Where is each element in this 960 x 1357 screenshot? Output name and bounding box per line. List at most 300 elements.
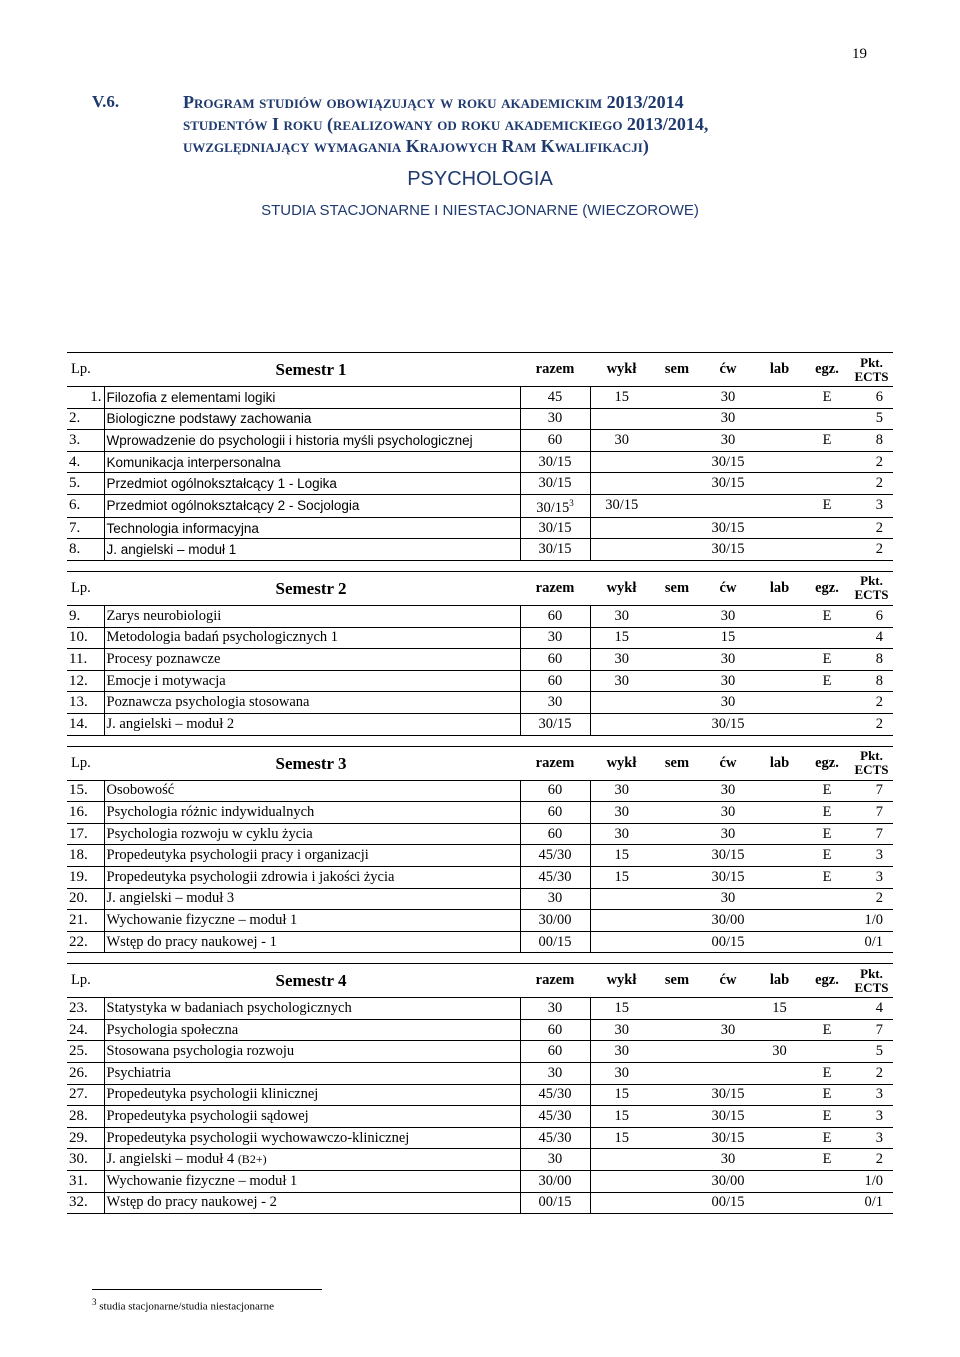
course-sem <box>653 1192 701 1214</box>
course-egz: E <box>804 494 850 517</box>
course-cw: 30/15 <box>701 713 755 735</box>
course-razem-value: 60 <box>547 1043 563 1060</box>
course-row <box>67 517 893 539</box>
course-egz <box>804 539 850 561</box>
course-sem <box>653 823 701 845</box>
course-razem-value: 60 <box>547 1021 563 1038</box>
course-ects: 2 <box>850 692 893 714</box>
course-razem-value: 60 <box>547 782 563 799</box>
course-egz: E <box>804 649 850 671</box>
course-egz <box>804 473 850 495</box>
course-razem-value: 30 <box>547 1064 563 1081</box>
course-egz: E <box>804 1149 850 1171</box>
course-row <box>67 931 893 953</box>
course-ects: 2 <box>850 539 893 561</box>
course-egz: E <box>804 605 850 627</box>
column-header-egz: egz. <box>804 746 850 780</box>
course-name <box>104 430 520 452</box>
course-sem <box>653 1019 701 1041</box>
course-sem <box>653 627 701 649</box>
course-sem <box>653 387 701 409</box>
course-name <box>104 408 520 430</box>
course-ects: 2 <box>850 1063 893 1085</box>
course-lp: 14. <box>67 713 104 735</box>
course-name <box>104 823 520 845</box>
course-razem-value: 60 <box>547 431 563 448</box>
course-lab <box>755 823 804 845</box>
course-ects: 8 <box>850 649 893 671</box>
course-name <box>104 998 520 1020</box>
course-row <box>67 649 893 671</box>
course-razem <box>520 1171 590 1193</box>
course-razem <box>520 998 590 1020</box>
curriculum-table <box>67 352 893 1214</box>
semester-title: Semestr 4 <box>104 964 520 998</box>
course-razem <box>520 1063 590 1085</box>
course-lp: 17. <box>67 823 104 845</box>
course-name-text: Statystyka w badaniach psychologicznych <box>106 1000 352 1017</box>
course-egz <box>804 713 850 735</box>
column-header-sem: sem <box>653 746 701 780</box>
course-lp: 22. <box>67 931 104 953</box>
course-razem-value: 60 <box>547 825 563 842</box>
course-razem-value: 30 <box>547 629 563 646</box>
column-header-razem: razem <box>520 353 590 387</box>
course-razem-value: 30/15 <box>538 541 572 558</box>
column-header-razem: razem <box>520 746 590 780</box>
course-razem <box>520 845 590 867</box>
course-egz: E <box>804 823 850 845</box>
course-lp: 8. <box>67 539 104 561</box>
course-wykl: 15 <box>590 387 653 409</box>
course-lp: 19. <box>67 866 104 888</box>
course-name <box>104 888 520 910</box>
course-row <box>67 998 893 1020</box>
column-header-ects-line1: Pkt. <box>860 573 883 589</box>
course-row <box>67 539 893 561</box>
course-name-text: Przedmiot ogólnokształcący 2 - Socjologia <box>106 498 360 514</box>
course-egz: E <box>804 1127 850 1149</box>
course-razem <box>520 517 590 539</box>
column-header-lp: Lp. <box>67 571 104 605</box>
course-row <box>67 1171 893 1193</box>
title-line-2: studentów I roku (realizowany od roku akademickiego 2013/2014, <box>183 114 709 134</box>
column-header-ects-line1: Pkt. <box>860 354 883 370</box>
course-wykl: 30 <box>590 802 653 824</box>
course-name <box>104 713 520 735</box>
column-header-ects-line2: ECTS <box>854 368 889 384</box>
course-egz: E <box>804 845 850 867</box>
course-lp: 10. <box>67 627 104 649</box>
course-name-text: Psychiatria <box>106 1064 171 1081</box>
course-lab <box>755 517 804 539</box>
course-wykl <box>590 888 653 910</box>
semester-title: Semestr 1 <box>104 353 520 387</box>
course-wykl <box>590 1192 653 1214</box>
column-header-wykl: wykł <box>590 571 653 605</box>
course-sem <box>653 430 701 452</box>
course-lp: 7. <box>67 517 104 539</box>
course-row <box>67 713 893 735</box>
footnote-text: studia stacjonarne/studia niestacjonarne <box>99 1300 274 1313</box>
course-cw: 00/15 <box>701 1192 755 1214</box>
course-sem <box>653 998 701 1020</box>
course-ects: 3 <box>850 845 893 867</box>
course-lab <box>755 670 804 692</box>
footnote-marker: 3 <box>92 1297 97 1307</box>
course-row <box>67 1063 893 1085</box>
course-ects: 7 <box>850 780 893 802</box>
course-cw: 30/15 <box>701 1106 755 1128</box>
course-name-text: J. angielski – moduł 1 <box>106 542 237 558</box>
course-wykl <box>590 408 653 430</box>
course-egz <box>804 1041 850 1063</box>
course-sem <box>653 494 701 517</box>
course-ects: 1/0 <box>850 910 893 932</box>
course-lab <box>755 1063 804 1085</box>
course-razem <box>520 1019 590 1041</box>
course-razem-value: 00/15 <box>538 933 572 950</box>
course-cw: 15 <box>701 627 755 649</box>
course-cw: 30 <box>701 1019 755 1041</box>
course-ects: 7 <box>850 802 893 824</box>
course-razem-value: 30 <box>547 1151 563 1168</box>
course-lp: 12. <box>67 670 104 692</box>
course-lp: 29. <box>67 1127 104 1149</box>
course-row <box>67 627 893 649</box>
course-razem <box>520 1127 590 1149</box>
course-sem <box>653 1171 701 1193</box>
column-header-lp: Lp. <box>67 964 104 998</box>
course-sem <box>653 1041 701 1063</box>
course-name-text: Technologia informacyjna <box>106 520 259 536</box>
course-name <box>104 494 520 517</box>
course-ects: 3 <box>850 1106 893 1128</box>
course-lp: 16. <box>67 802 104 824</box>
course-name <box>104 473 520 495</box>
semester-gap-cell <box>67 953 893 964</box>
course-level: (B2+) <box>237 1152 267 1167</box>
footnote-ref: 3 <box>569 497 574 508</box>
course-name <box>104 780 520 802</box>
course-name-text: Propedeutyka psychologii klinicznej <box>106 1086 319 1103</box>
course-razem-value: 30 <box>547 1000 563 1017</box>
semester-title: Semestr 3 <box>104 746 520 780</box>
course-lab <box>755 605 804 627</box>
course-lp: 24. <box>67 1019 104 1041</box>
course-egz: E <box>804 1063 850 1085</box>
course-razem <box>520 1192 590 1214</box>
course-wykl: 15 <box>590 1127 653 1149</box>
course-row <box>67 1192 893 1214</box>
semester-gap-cell <box>67 735 893 746</box>
course-name <box>104 845 520 867</box>
course-cw: 30/15 <box>701 451 755 473</box>
course-lp: 26. <box>67 1063 104 1085</box>
course-lp: 5. <box>67 473 104 495</box>
course-ects: 7 <box>850 823 893 845</box>
column-header-egz: egz. <box>804 571 850 605</box>
course-cw: 30 <box>701 1149 755 1171</box>
course-lp: 9. <box>67 605 104 627</box>
semester-gap <box>67 953 893 964</box>
course-row <box>67 1127 893 1149</box>
column-header-sem: sem <box>653 964 701 998</box>
course-wykl <box>590 451 653 473</box>
course-cw: 30 <box>701 605 755 627</box>
course-name <box>104 1149 520 1171</box>
course-sem <box>653 931 701 953</box>
course-razem <box>520 451 590 473</box>
column-header-sem: sem <box>653 353 701 387</box>
course-cw: 30/15 <box>701 539 755 561</box>
major-title: PSYCHOLOGIA <box>407 168 553 190</box>
course-row <box>67 866 893 888</box>
course-ects: 0/1 <box>850 1192 893 1214</box>
course-wykl: 15 <box>590 1084 653 1106</box>
course-name-text: J. angielski – moduł 3 <box>106 890 235 907</box>
course-razem <box>520 1041 590 1063</box>
course-wykl: 15 <box>590 998 653 1020</box>
course-lab <box>755 1084 804 1106</box>
course-name-text: J. angielski – moduł 4 <box>106 1151 235 1168</box>
course-razem-value: 30/15 <box>538 453 572 470</box>
course-razem-value: 30/00 <box>538 911 572 928</box>
course-lab <box>755 430 804 452</box>
course-cw: 30 <box>701 670 755 692</box>
course-name-text: Osobowość <box>106 782 175 799</box>
course-razem-value: 45/30 <box>538 1129 572 1146</box>
course-lab <box>755 494 804 517</box>
course-lp: 23. <box>67 998 104 1020</box>
course-name <box>104 605 520 627</box>
course-sem <box>653 473 701 495</box>
curriculum-body <box>67 353 893 1214</box>
course-lp: 25. <box>67 1041 104 1063</box>
course-lab <box>755 627 804 649</box>
course-lp: 11. <box>67 649 104 671</box>
course-wykl: 30 <box>590 430 653 452</box>
column-header-wykl: wykł <box>590 964 653 998</box>
course-egz: E <box>804 1106 850 1128</box>
course-razem <box>520 1149 590 1171</box>
course-name <box>104 1192 520 1214</box>
course-name-text: J. angielski – moduł 2 <box>106 715 235 732</box>
course-lp: 1. <box>67 387 104 409</box>
course-name-text: Stosowana psychologia rozwoju <box>106 1043 295 1060</box>
course-name-text: Emocje i motywacja <box>106 672 226 689</box>
course-row <box>67 451 893 473</box>
course-wykl <box>590 1149 653 1171</box>
title-line-1: Program studiów obowiązujący w roku akademickim 2013/2014 <box>183 92 684 112</box>
course-wykl: 15 <box>590 1106 653 1128</box>
course-razem-value: 30 <box>547 410 563 427</box>
course-wykl: 15 <box>590 866 653 888</box>
course-lab <box>755 473 804 495</box>
course-razem <box>520 713 590 735</box>
course-wykl: 30 <box>590 605 653 627</box>
column-header-sem: sem <box>653 571 701 605</box>
course-wykl: 30 <box>590 823 653 845</box>
course-razem-value: 45 <box>547 388 563 405</box>
column-header-ects <box>850 746 893 780</box>
course-name <box>104 866 520 888</box>
course-lab <box>755 802 804 824</box>
semester-header <box>67 353 893 387</box>
course-name-text: Psychologia społeczna <box>106 1021 239 1038</box>
course-row <box>67 823 893 845</box>
course-egz: E <box>804 670 850 692</box>
course-wykl: 15 <box>590 845 653 867</box>
course-name <box>104 1127 520 1149</box>
course-name <box>104 1063 520 1085</box>
semester-header <box>67 746 893 780</box>
course-razem-value: 30/00 <box>538 1172 572 1189</box>
column-header-ects <box>850 353 893 387</box>
semester-gap <box>67 560 893 571</box>
course-ects: 4 <box>850 627 893 649</box>
course-cw: 30 <box>701 408 755 430</box>
course-cw: 30/15 <box>701 866 755 888</box>
course-cw: 00/15 <box>701 931 755 953</box>
course-ects: 1/0 <box>850 1171 893 1193</box>
course-sem <box>653 539 701 561</box>
course-egz <box>804 1171 850 1193</box>
course-name <box>104 1106 520 1128</box>
column-header-egz: egz. <box>804 353 850 387</box>
course-lab <box>755 713 804 735</box>
course-wykl: 30 <box>590 780 653 802</box>
course-egz <box>804 627 850 649</box>
course-sem <box>653 888 701 910</box>
semester-header <box>67 571 893 605</box>
course-razem <box>520 823 590 845</box>
course-sem <box>653 1084 701 1106</box>
course-wykl: 30 <box>590 649 653 671</box>
course-lab <box>755 866 804 888</box>
course-lab <box>755 408 804 430</box>
course-row <box>67 1149 893 1171</box>
column-header-wykl: wykł <box>590 746 653 780</box>
column-header-lab: lab <box>755 964 804 998</box>
footnote-rule <box>92 1289 322 1290</box>
course-cw: 30/15 <box>701 1084 755 1106</box>
column-header-cw: ćw <box>701 353 755 387</box>
column-header-wykl: wykł <box>590 353 653 387</box>
column-header-lab: lab <box>755 746 804 780</box>
course-name <box>104 931 520 953</box>
course-lp: 18. <box>67 845 104 867</box>
course-razem-value: 60 <box>547 803 563 820</box>
course-egz <box>804 910 850 932</box>
course-razem <box>520 866 590 888</box>
course-razem-value: 45/30 <box>538 868 572 885</box>
course-wykl <box>590 1171 653 1193</box>
course-name-text: Psychologia rozwoju w cyklu życia <box>106 825 313 842</box>
course-name <box>104 451 520 473</box>
course-sem <box>653 692 701 714</box>
course-egz: E <box>804 1084 850 1106</box>
course-egz <box>804 1192 850 1214</box>
course-lp: 20. <box>67 888 104 910</box>
semester-gap <box>67 735 893 746</box>
course-lab: 30 <box>755 1041 804 1063</box>
semester-header <box>67 964 893 998</box>
course-razem-value: 60 <box>547 607 563 624</box>
course-wykl <box>590 713 653 735</box>
course-wykl <box>590 931 653 953</box>
course-name-text: Metodologia badań psychologicznych 1 <box>106 629 339 646</box>
course-egz: E <box>804 866 850 888</box>
course-name <box>104 692 520 714</box>
course-razem-value: 30/15 <box>536 499 570 516</box>
course-row <box>67 1106 893 1128</box>
course-lab <box>755 387 804 409</box>
course-egz <box>804 517 850 539</box>
course-egz: E <box>804 1019 850 1041</box>
course-ects: 2 <box>850 451 893 473</box>
course-lab <box>755 1127 804 1149</box>
course-egz: E <box>804 387 850 409</box>
course-razem <box>520 1084 590 1106</box>
course-sem <box>653 802 701 824</box>
course-ects: 2 <box>850 713 893 735</box>
column-header-lab: lab <box>755 571 804 605</box>
course-name-text: Komunikacja interpersonalna <box>106 454 281 470</box>
course-name-text: Wychowanie fizyczne – moduł 1 <box>106 911 298 928</box>
column-header-egz: egz. <box>804 964 850 998</box>
course-razem <box>520 473 590 495</box>
course-row <box>67 605 893 627</box>
course-ects: 3 <box>850 494 893 517</box>
course-lab <box>755 649 804 671</box>
course-wykl <box>590 692 653 714</box>
course-ects: 3 <box>850 1084 893 1106</box>
course-name <box>104 627 520 649</box>
course-cw: 30 <box>701 888 755 910</box>
course-row <box>67 408 893 430</box>
course-name-text: Biologiczne podstawy zachowania <box>106 411 312 427</box>
course-cw: 30 <box>701 430 755 452</box>
course-row <box>67 692 893 714</box>
course-lab <box>755 1171 804 1193</box>
course-razem-value: 30 <box>547 694 563 711</box>
course-row <box>67 802 893 824</box>
semester-title: Semestr 2 <box>104 571 520 605</box>
column-header-cw: ćw <box>701 964 755 998</box>
course-lab <box>755 845 804 867</box>
course-sem <box>653 713 701 735</box>
course-razem-value: 60 <box>547 650 563 667</box>
course-name-text: Wstęp do pracy naukowej - 2 <box>106 1194 277 1211</box>
course-lab <box>755 692 804 714</box>
title-line-3: uwzględniający wymagania Krajowych Ram Kwalifikacji) <box>183 136 649 156</box>
column-header-ects-line2: ECTS <box>854 762 889 778</box>
course-wykl <box>590 910 653 932</box>
course-cw: 30 <box>701 692 755 714</box>
course-razem <box>520 387 590 409</box>
course-row <box>67 473 893 495</box>
course-row <box>67 910 893 932</box>
course-razem <box>520 408 590 430</box>
course-lab <box>755 931 804 953</box>
course-ects: 2 <box>850 1149 893 1171</box>
course-cw: 30/15 <box>701 517 755 539</box>
course-cw: 30/15 <box>701 845 755 867</box>
course-razem <box>520 539 590 561</box>
course-name-text: Wychowanie fizyczne – moduł 1 <box>106 1172 298 1189</box>
course-row <box>67 888 893 910</box>
